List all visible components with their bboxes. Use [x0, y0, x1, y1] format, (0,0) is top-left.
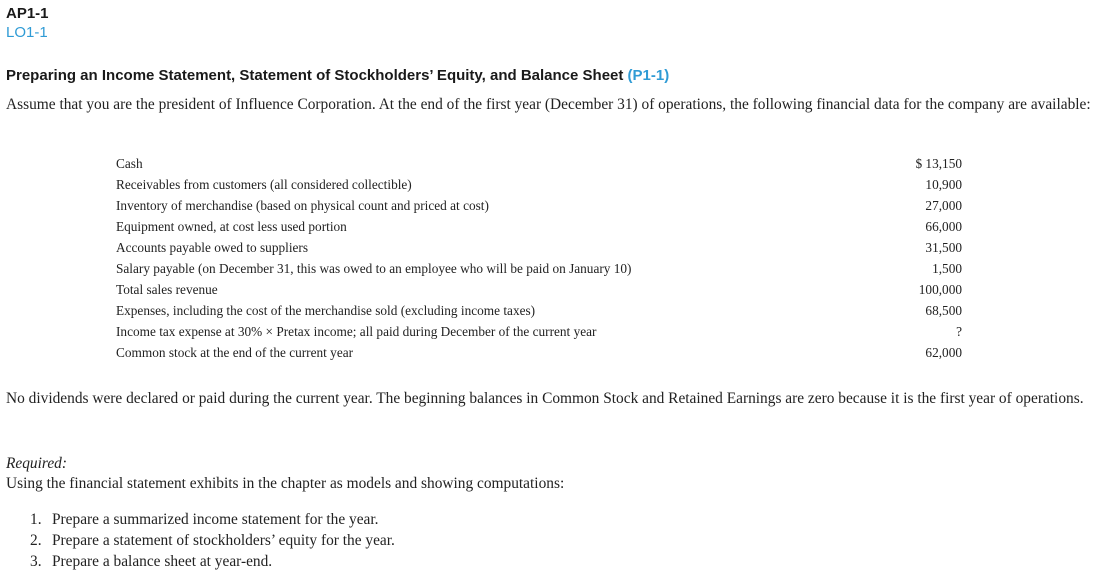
list-item: [30, 509, 395, 530]
item-label: Salary payable (on December 31, this was owed to an employee who will be paid on January 10): [116, 261, 632, 276]
problem-code: AP1-1: [6, 5, 49, 22]
problem-reference-link[interactable]: (P1-1): [627, 67, 670, 84]
table-row: [116, 216, 962, 237]
item-label: Cash: [116, 156, 143, 171]
financial-data-table: [116, 153, 962, 363]
required-instructions: Using the financial statement exhibits in the chapter as models and showing computations:: [6, 475, 565, 492]
step-number: 2.: [30, 532, 42, 549]
item-label: Expenses, including the cost of the merchandise sold (excluding income taxes): [116, 303, 536, 318]
item-label: Accounts payable owed to suppliers: [116, 240, 309, 255]
item-value: ?: [956, 324, 962, 339]
item-label: Income tax expense at 30% × Pretax income; all paid during December of the current year: [116, 324, 597, 339]
item-value: 1,500: [932, 261, 962, 276]
intro-paragraph: Assume that you are the president of Influence Corporation. At the end of the first year (December 31) of operations, the following financial data for the company are available:: [6, 96, 1091, 113]
item-value: 27,000: [925, 198, 962, 213]
learning-objective-link[interactable]: LO1-1: [6, 24, 48, 41]
item-label: Inventory of merchandise (based on physical count and priced at cost): [116, 198, 489, 213]
table-row: [116, 258, 962, 279]
item-value: 100,000: [918, 282, 962, 297]
step-number: 3.: [30, 553, 42, 570]
problem-title-text: Preparing an Income Statement, Statement of Stockholders’ Equity, and Balance Sheet: [6, 67, 624, 84]
item-value: 62,000: [925, 345, 962, 360]
table-row: [116, 237, 962, 258]
required-heading: Required:: [6, 455, 67, 472]
dividends-paragraph: No dividends were declared or paid during the current year. The beginning balances in Common Stock and Retained Earnings are zero because it is the first year of operations.: [6, 390, 1084, 407]
table-row: [116, 300, 962, 321]
item-label: Receivables from customers (all considered collectible): [116, 177, 412, 192]
item-label: Total sales revenue: [116, 282, 218, 297]
problem-title: [6, 66, 669, 85]
item-value: 31,500: [925, 240, 962, 255]
item-value: $ 13,150: [915, 156, 962, 171]
step-text: Prepare a summarized income statement for the year.: [52, 511, 379, 528]
required-steps-list: [30, 509, 395, 572]
table-row: [116, 174, 962, 195]
item-value: 10,900: [925, 177, 962, 192]
table-row: [116, 195, 962, 216]
step-text: Prepare a balance sheet at year-end.: [52, 553, 273, 570]
table-row: [116, 342, 962, 363]
item-value: 68,500: [925, 303, 962, 318]
item-label: Common stock at the end of the current year: [116, 345, 354, 360]
table-row: [116, 279, 962, 300]
table-row: [116, 153, 962, 174]
item-value: 66,000: [925, 219, 962, 234]
table-row: [116, 321, 962, 342]
step-number: 1.: [30, 511, 42, 528]
step-text: Prepare a statement of stockholders’ equity for the year.: [52, 532, 395, 549]
list-item: [30, 530, 395, 551]
list-item: [30, 551, 395, 572]
item-label: Equipment owned, at cost less used portion: [116, 219, 347, 234]
